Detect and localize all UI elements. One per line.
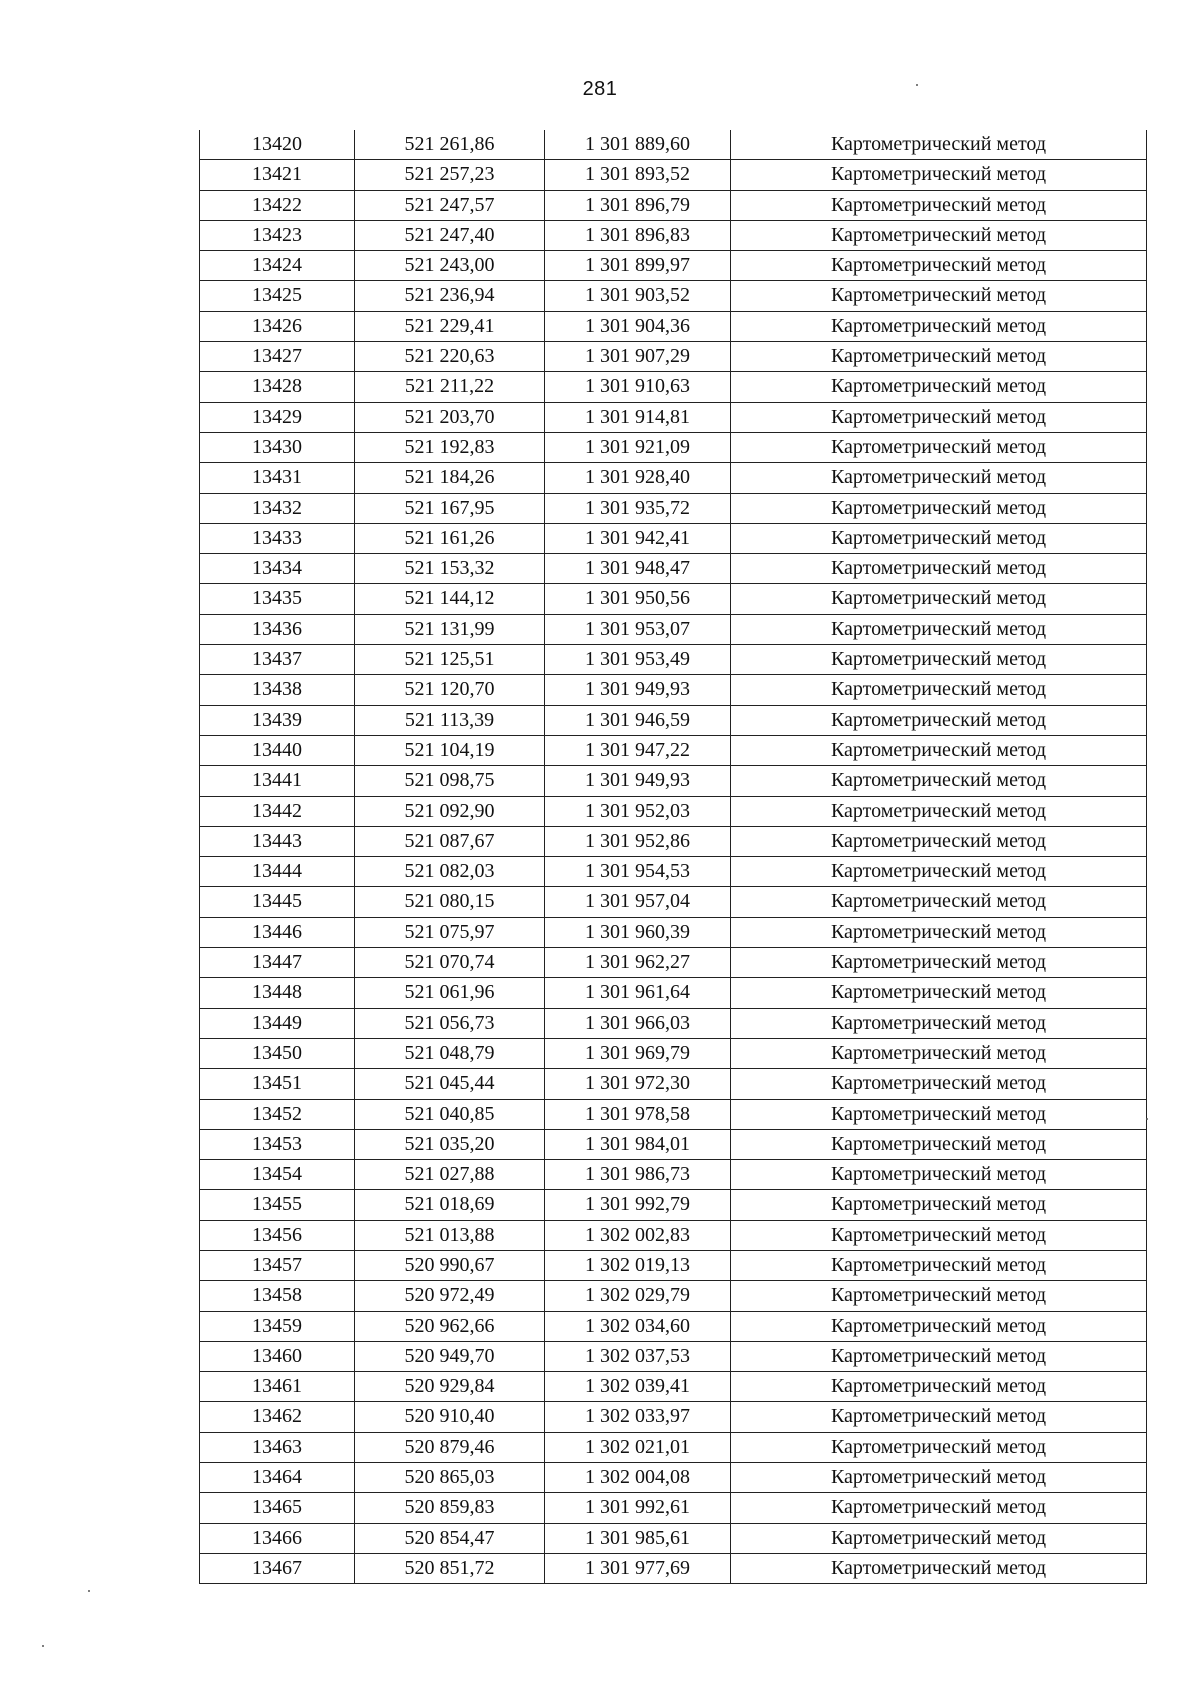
table-row	[200, 523, 1147, 553]
table-row	[200, 1311, 1147, 1341]
cell-point-number: 13465	[200, 1493, 355, 1523]
cell-method: Картометрический метод	[731, 1311, 1147, 1341]
cell-x-coordinate: 521 229,41	[355, 311, 545, 341]
cell-point-number: 13464	[200, 1463, 355, 1493]
cell-x-coordinate: 521 027,88	[355, 1160, 545, 1190]
cell-method: Картометрический метод	[731, 1038, 1147, 1068]
table-row	[200, 554, 1147, 584]
cell-method: Картометрический метод	[731, 614, 1147, 644]
table-row	[200, 857, 1147, 887]
table-row	[200, 948, 1147, 978]
cell-method: Картометрический метод	[731, 130, 1147, 160]
cell-method: Картометрический метод	[731, 523, 1147, 553]
cell-x-coordinate: 520 990,67	[355, 1250, 545, 1280]
cell-point-number: 13447	[200, 948, 355, 978]
coordinates-table	[199, 130, 1147, 1584]
cell-point-number: 13440	[200, 735, 355, 765]
cell-x-coordinate: 521 045,44	[355, 1069, 545, 1099]
table-row	[200, 1038, 1147, 1068]
cell-method: Картометрический метод	[731, 251, 1147, 281]
cell-y-coordinate: 1 301 953,07	[545, 614, 731, 644]
cell-point-number: 13446	[200, 917, 355, 947]
page-number: 281	[582, 78, 618, 100]
scan-speck	[916, 84, 918, 86]
cell-method: Картометрический метод	[731, 463, 1147, 493]
cell-x-coordinate: 521 120,70	[355, 675, 545, 705]
cell-y-coordinate: 1 301 896,79	[545, 190, 731, 220]
cell-y-coordinate: 1 301 921,09	[545, 432, 731, 462]
table-row	[200, 281, 1147, 311]
cell-y-coordinate: 1 301 935,72	[545, 493, 731, 523]
table-row	[200, 1129, 1147, 1159]
cell-point-number: 13448	[200, 978, 355, 1008]
cell-y-coordinate: 1 301 893,52	[545, 160, 731, 190]
cell-x-coordinate: 521 018,69	[355, 1190, 545, 1220]
table-row	[200, 1160, 1147, 1190]
cell-y-coordinate: 1 301 907,29	[545, 342, 731, 372]
cell-point-number: 13443	[200, 826, 355, 856]
cell-method: Картометрический метод	[731, 432, 1147, 462]
cell-x-coordinate: 520 859,83	[355, 1493, 545, 1523]
cell-point-number: 13462	[200, 1402, 355, 1432]
cell-y-coordinate: 1 301 972,30	[545, 1069, 731, 1099]
table-row	[200, 645, 1147, 675]
cell-method: Картометрический метод	[731, 220, 1147, 250]
table-row	[200, 342, 1147, 372]
cell-x-coordinate: 520 949,70	[355, 1341, 545, 1371]
cell-y-coordinate: 1 301 949,93	[545, 675, 731, 705]
cell-point-number: 13459	[200, 1311, 355, 1341]
table-row	[200, 614, 1147, 644]
cell-method: Картометрический метод	[731, 554, 1147, 584]
cell-y-coordinate: 1 302 029,79	[545, 1281, 731, 1311]
cell-y-coordinate: 1 301 984,01	[545, 1129, 731, 1159]
cell-x-coordinate: 521 075,97	[355, 917, 545, 947]
cell-point-number: 13431	[200, 463, 355, 493]
table-row	[200, 1372, 1147, 1402]
cell-x-coordinate: 521 104,19	[355, 735, 545, 765]
cell-method: Картометрический метод	[731, 1341, 1147, 1371]
cell-point-number: 13436	[200, 614, 355, 644]
cell-method: Картометрический метод	[731, 190, 1147, 220]
cell-y-coordinate: 1 301 952,03	[545, 796, 731, 826]
cell-y-coordinate: 1 301 952,86	[545, 826, 731, 856]
cell-y-coordinate: 1 302 002,83	[545, 1220, 731, 1250]
cell-point-number: 13453	[200, 1129, 355, 1159]
cell-method: Картометрический метод	[731, 826, 1147, 856]
cell-x-coordinate: 520 972,49	[355, 1281, 545, 1311]
table-row	[200, 584, 1147, 614]
cell-y-coordinate: 1 302 004,08	[545, 1463, 731, 1493]
cell-point-number: 13437	[200, 645, 355, 675]
cell-x-coordinate: 521 247,57	[355, 190, 545, 220]
cell-point-number: 13457	[200, 1250, 355, 1280]
cell-x-coordinate: 520 879,46	[355, 1432, 545, 1462]
cell-x-coordinate: 520 854,47	[355, 1523, 545, 1553]
cell-x-coordinate: 521 113,39	[355, 705, 545, 735]
cell-x-coordinate: 521 167,95	[355, 493, 545, 523]
cell-method: Картометрический метод	[731, 675, 1147, 705]
cell-y-coordinate: 1 301 962,27	[545, 948, 731, 978]
cell-method: Картометрический метод	[731, 1129, 1147, 1159]
cell-x-coordinate: 521 192,83	[355, 432, 545, 462]
table-row	[200, 1341, 1147, 1371]
cell-method: Картометрический метод	[731, 1463, 1147, 1493]
cell-y-coordinate: 1 301 914,81	[545, 402, 731, 432]
cell-point-number: 13422	[200, 190, 355, 220]
cell-method: Картометрический метод	[731, 705, 1147, 735]
cell-point-number: 13444	[200, 857, 355, 887]
table-row	[200, 160, 1147, 190]
cell-point-number: 13430	[200, 432, 355, 462]
cell-x-coordinate: 521 161,26	[355, 523, 545, 553]
cell-y-coordinate: 1 301 942,41	[545, 523, 731, 553]
cell-x-coordinate: 521 184,26	[355, 463, 545, 493]
table-row	[200, 1281, 1147, 1311]
cell-point-number: 13456	[200, 1220, 355, 1250]
cell-x-coordinate: 521 087,67	[355, 826, 545, 856]
cell-method: Картометрический метод	[731, 1493, 1147, 1523]
cell-y-coordinate: 1 301 889,60	[545, 130, 731, 160]
cell-y-coordinate: 1 301 969,79	[545, 1038, 731, 1068]
cell-x-coordinate: 521 236,94	[355, 281, 545, 311]
cell-point-number: 13454	[200, 1160, 355, 1190]
cell-x-coordinate: 521 048,79	[355, 1038, 545, 1068]
cell-x-coordinate: 521 243,00	[355, 251, 545, 281]
cell-method: Картометрический метод	[731, 311, 1147, 341]
cell-y-coordinate: 1 302 019,13	[545, 1250, 731, 1280]
cell-method: Картометрический метод	[731, 1008, 1147, 1038]
cell-point-number: 13427	[200, 342, 355, 372]
cell-y-coordinate: 1 301 961,64	[545, 978, 731, 1008]
cell-point-number: 13445	[200, 887, 355, 917]
cell-point-number: 13433	[200, 523, 355, 553]
table-row	[200, 1250, 1147, 1280]
table-row	[200, 372, 1147, 402]
cell-method: Картометрический метод	[731, 342, 1147, 372]
cell-point-number: 13438	[200, 675, 355, 705]
cell-x-coordinate: 521 080,15	[355, 887, 545, 917]
cell-x-coordinate: 521 211,22	[355, 372, 545, 402]
table-row	[200, 675, 1147, 705]
cell-point-number: 13442	[200, 796, 355, 826]
cell-x-coordinate: 521 035,20	[355, 1129, 545, 1159]
cell-y-coordinate: 1 301 953,49	[545, 645, 731, 675]
cell-x-coordinate: 520 865,03	[355, 1463, 545, 1493]
cell-x-coordinate: 521 013,88	[355, 1220, 545, 1250]
table-row	[200, 887, 1147, 917]
table-row	[200, 1099, 1147, 1129]
table-row	[200, 978, 1147, 1008]
table-row	[200, 1553, 1147, 1583]
cell-x-coordinate: 521 257,23	[355, 160, 545, 190]
cell-method: Картометрический метод	[731, 402, 1147, 432]
table-row	[200, 917, 1147, 947]
table-row	[200, 402, 1147, 432]
cell-x-coordinate: 520 962,66	[355, 1311, 545, 1341]
cell-point-number: 13452	[200, 1099, 355, 1129]
cell-point-number: 13461	[200, 1372, 355, 1402]
cell-x-coordinate: 521 220,63	[355, 342, 545, 372]
cell-y-coordinate: 1 301 947,22	[545, 735, 731, 765]
table-row	[200, 432, 1147, 462]
cell-method: Картометрический метод	[731, 645, 1147, 675]
cell-method: Картометрический метод	[731, 1160, 1147, 1190]
cell-y-coordinate: 1 301 903,52	[545, 281, 731, 311]
cell-y-coordinate: 1 301 946,59	[545, 705, 731, 735]
cell-y-coordinate: 1 301 977,69	[545, 1553, 731, 1583]
cell-method: Картометрический метод	[731, 160, 1147, 190]
cell-method: Картометрический метод	[731, 887, 1147, 917]
table-row	[200, 796, 1147, 826]
cell-x-coordinate: 521 247,40	[355, 220, 545, 250]
table-row	[200, 251, 1147, 281]
table-row	[200, 190, 1147, 220]
cell-x-coordinate: 521 082,03	[355, 857, 545, 887]
cell-x-coordinate: 521 070,74	[355, 948, 545, 978]
cell-x-coordinate: 521 098,75	[355, 766, 545, 796]
table-row	[200, 766, 1147, 796]
table-row	[200, 463, 1147, 493]
cell-method: Картометрический метод	[731, 1250, 1147, 1280]
cell-x-coordinate: 521 092,90	[355, 796, 545, 826]
table-row	[200, 1432, 1147, 1462]
scan-speck	[42, 1645, 44, 1647]
cell-y-coordinate: 1 301 910,63	[545, 372, 731, 402]
cell-y-coordinate: 1 301 985,61	[545, 1523, 731, 1553]
table-row	[200, 311, 1147, 341]
table-row	[200, 220, 1147, 250]
cell-point-number: 13426	[200, 311, 355, 341]
cell-point-number: 13425	[200, 281, 355, 311]
cell-point-number: 13428	[200, 372, 355, 402]
cell-method: Картометрический метод	[731, 1220, 1147, 1250]
cell-point-number: 13423	[200, 220, 355, 250]
table-row	[200, 1402, 1147, 1432]
cell-x-coordinate: 521 056,73	[355, 1008, 545, 1038]
cell-x-coordinate: 521 131,99	[355, 614, 545, 644]
cell-y-coordinate: 1 301 899,97	[545, 251, 731, 281]
scan-speck	[88, 1590, 90, 1592]
cell-method: Картометрический метод	[731, 1190, 1147, 1220]
cell-point-number: 13441	[200, 766, 355, 796]
cell-x-coordinate: 520 910,40	[355, 1402, 545, 1432]
cell-y-coordinate: 1 301 904,36	[545, 311, 731, 341]
cell-point-number: 13451	[200, 1069, 355, 1099]
cell-point-number: 13450	[200, 1038, 355, 1068]
table-row	[200, 1190, 1147, 1220]
cell-y-coordinate: 1 301 960,39	[545, 917, 731, 947]
cell-y-coordinate: 1 301 948,47	[545, 554, 731, 584]
cell-method: Картометрический метод	[731, 917, 1147, 947]
cell-x-coordinate: 520 851,72	[355, 1553, 545, 1583]
cell-y-coordinate: 1 302 021,01	[545, 1432, 731, 1462]
cell-y-coordinate: 1 301 950,56	[545, 584, 731, 614]
cell-point-number: 13424	[200, 251, 355, 281]
table-row	[200, 705, 1147, 735]
cell-point-number: 13458	[200, 1281, 355, 1311]
cell-method: Картометрический метод	[731, 1402, 1147, 1432]
cell-point-number: 13439	[200, 705, 355, 735]
cell-method: Картометрический метод	[731, 372, 1147, 402]
cell-method: Картометрический метод	[731, 1281, 1147, 1311]
cell-point-number: 13420	[200, 130, 355, 160]
table-row	[200, 130, 1147, 160]
cell-point-number: 13466	[200, 1523, 355, 1553]
table-row	[200, 735, 1147, 765]
table-row	[200, 493, 1147, 523]
cell-y-coordinate: 1 301 978,58	[545, 1099, 731, 1129]
cell-y-coordinate: 1 301 986,73	[545, 1160, 731, 1190]
cell-method: Картометрический метод	[731, 493, 1147, 523]
cell-point-number: 13434	[200, 554, 355, 584]
cell-y-coordinate: 1 302 037,53	[545, 1341, 731, 1371]
cell-point-number: 13463	[200, 1432, 355, 1462]
cell-point-number: 13432	[200, 493, 355, 523]
cell-x-coordinate: 521 061,96	[355, 978, 545, 1008]
cell-point-number: 13467	[200, 1553, 355, 1583]
cell-method: Картометрический метод	[731, 1372, 1147, 1402]
cell-y-coordinate: 1 301 954,53	[545, 857, 731, 887]
cell-x-coordinate: 520 929,84	[355, 1372, 545, 1402]
cell-point-number: 13429	[200, 402, 355, 432]
cell-point-number: 13449	[200, 1008, 355, 1038]
cell-point-number: 13455	[200, 1190, 355, 1220]
cell-y-coordinate: 1 302 039,41	[545, 1372, 731, 1402]
table-row	[200, 1463, 1147, 1493]
cell-method: Картометрический метод	[731, 766, 1147, 796]
cell-y-coordinate: 1 301 992,79	[545, 1190, 731, 1220]
cell-x-coordinate: 521 153,32	[355, 554, 545, 584]
table-row	[200, 1493, 1147, 1523]
cell-point-number: 13460	[200, 1341, 355, 1371]
cell-point-number: 13421	[200, 160, 355, 190]
cell-y-coordinate: 1 302 034,60	[545, 1311, 731, 1341]
cell-x-coordinate: 521 144,12	[355, 584, 545, 614]
cell-y-coordinate: 1 301 966,03	[545, 1008, 731, 1038]
cell-method: Картометрический метод	[731, 584, 1147, 614]
cell-method: Картометрический метод	[731, 796, 1147, 826]
cell-x-coordinate: 521 261,86	[355, 130, 545, 160]
cell-y-coordinate: 1 301 992,61	[545, 1493, 731, 1523]
cell-method: Картометрический метод	[731, 948, 1147, 978]
cell-y-coordinate: 1 301 957,04	[545, 887, 731, 917]
table-row	[200, 1008, 1147, 1038]
cell-method: Картометрический метод	[731, 1099, 1147, 1129]
cell-point-number: 13435	[200, 584, 355, 614]
cell-x-coordinate: 521 125,51	[355, 645, 545, 675]
cell-method: Картометрический метод	[731, 735, 1147, 765]
cell-y-coordinate: 1 301 928,40	[545, 463, 731, 493]
cell-method: Картометрический метод	[731, 1553, 1147, 1583]
coordinates-table-body	[200, 130, 1147, 1584]
table-row	[200, 826, 1147, 856]
cell-method: Картометрический метод	[731, 1432, 1147, 1462]
table-row	[200, 1523, 1147, 1553]
cell-x-coordinate: 521 040,85	[355, 1099, 545, 1129]
cell-method: Картометрический метод	[731, 857, 1147, 887]
cell-y-coordinate: 1 301 896,83	[545, 220, 731, 250]
cell-y-coordinate: 1 301 949,93	[545, 766, 731, 796]
cell-method: Картометрический метод	[731, 1523, 1147, 1553]
cell-method: Картометрический метод	[731, 978, 1147, 1008]
cell-x-coordinate: 521 203,70	[355, 402, 545, 432]
cell-method: Картометрический метод	[731, 1069, 1147, 1099]
table-row	[200, 1069, 1147, 1099]
cell-y-coordinate: 1 302 033,97	[545, 1402, 731, 1432]
table-row	[200, 1220, 1147, 1250]
cell-method: Картометрический метод	[731, 281, 1147, 311]
scan-speck	[1146, 1118, 1148, 1120]
